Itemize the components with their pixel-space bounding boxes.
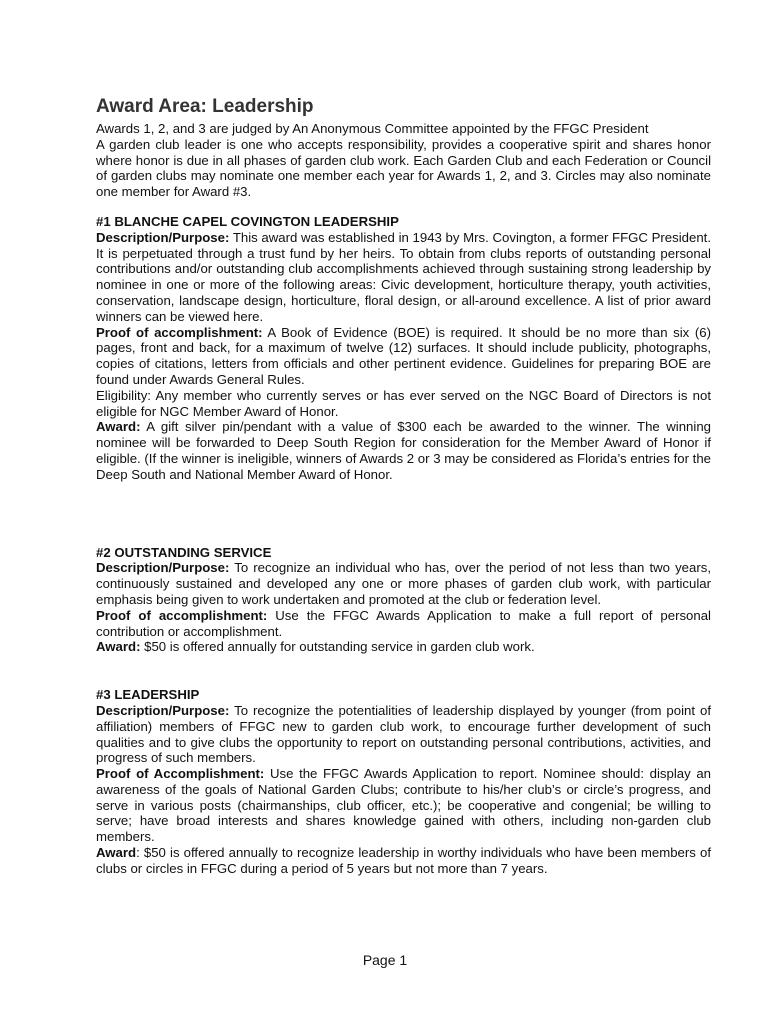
description-text: This award was established in 1943 by Mrs. Covington, a former FFGC President. It is perpetuated through a trust fund by her heirs. To obtain from clubs reports of outstanding personal contributions and/or outstanding club accomplishments achieved through sustaining strong leadership by nominee in one or more of the following areas: Civic development, horticulture therapy, youth activities, conservation, landscape design, horticulture, floral design, or all-around excellence. A list of prior award winners can be viewed here. bbox=[96, 229, 711, 324]
proof-text: A Book of Evidence (BOE) is required. It should be no more than six (6) pages, front and back, for a maximum of twelve (12) surfaces. It should include publicity, photographs, copies of citations, letters from officials and other pertinent evidence. Guidelines for preparing BOE are found under Awards General Rules. bbox=[96, 324, 711, 387]
intro-description: A garden club leader is one who accepts responsibility, provides a cooperative spirit and shares honor where honor is due in all phases of garden club work. Each Garden Club and each Federation or Council of garden clubs may nominate one member each year for Awards 1, 2, and 3. Circles may also nominate one member for Award #3. bbox=[96, 136, 711, 200]
award-label: Award: bbox=[96, 419, 141, 435]
award-label: Award bbox=[96, 845, 137, 861]
description-label: Description/Purpose: bbox=[96, 229, 230, 245]
description-text: To recognize the potentialities of leadership displayed by younger (from point of affiliation) members of FFGC new to garden club work, to encourage further development of such qualities and to give clubs the opportunity to report on outstanding personal contributions, activities, and progress of such members. bbox=[96, 702, 711, 766]
award-1-description bbox=[96, 230, 711, 325]
award-text: : $50 is offered annually to recognize leadership in worthy individuals who have been members of clubs or circles in FFGC during a period of 5 years but not more than 7 years. bbox=[96, 845, 711, 876]
award-3-award bbox=[96, 845, 711, 877]
page-number: Page 1 bbox=[362, 952, 408, 968]
award-1-eligibility: Eligibility: Any member who currently serves or has ever served on the NGC Board of Directors is not eligible for NGC Member Award of Honor. bbox=[96, 387, 711, 419]
description-label: Description/Purpose: bbox=[96, 560, 230, 576]
document-page bbox=[96, 96, 711, 877]
award-2-section bbox=[96, 545, 711, 656]
award-label: Award: bbox=[96, 639, 141, 655]
proof-text: Use the FFGC Awards Application to make a full report of personal contribution or accomplishment. bbox=[96, 607, 711, 639]
award-3-proof bbox=[96, 766, 711, 845]
description-label: Description/Purpose: bbox=[96, 702, 230, 718]
award-3-section bbox=[96, 687, 711, 877]
award-2-proof bbox=[96, 608, 711, 640]
award-2-award bbox=[96, 639, 711, 655]
proof-label: Proof of Accomplishment: bbox=[96, 766, 265, 782]
award-text: $50 is offered annually for outstanding service in garden club work. bbox=[140, 639, 535, 655]
award-3-heading: #3 LEADERSHIP bbox=[96, 687, 200, 703]
proof-label: Proof of accomplishment: bbox=[96, 607, 268, 623]
award-1-award bbox=[96, 419, 711, 482]
award-2-heading: #2 OUTSTANDING SERVICE bbox=[96, 544, 272, 560]
award-3-description bbox=[96, 703, 711, 766]
award-1-proof bbox=[96, 325, 711, 388]
proof-label: Proof of accomplishment: bbox=[96, 324, 263, 340]
description-text: To recognize an individual who has, over the period of not less than two years, continuously sustained and developed any one or more phases of garden club work, with particular emphasis being given to work undertaken and promoted at the club or federation level. bbox=[96, 560, 711, 607]
award-1-heading: #1 BLANCHE CAPEL COVINGTON LEADERSHIP bbox=[96, 213, 399, 229]
proof-text: Use the FFGC Awards Application to report. Nominee should: display an awareness of the goals of National Garden Clubs; contribute to his/her club’s or circle’s progress, and serve in various posts (chairmanships, club officer, etc.); be cooperative and congenial; be willing to serve; have broad interests and shares knowledge gained with others, including non-garden club members. bbox=[96, 766, 711, 845]
page-title: Award Area: Leadership bbox=[96, 96, 314, 117]
award-1-section bbox=[96, 214, 711, 483]
award-2-description bbox=[96, 560, 711, 607]
intro-judging: Awards 1, 2, and 3 are judged by An Anonymous Committee appointed by the FFGC President bbox=[96, 121, 649, 136]
award-text: A gift silver pin/pendant with a value of $300 each be awarded to the winner. The winning nominee will be forwarded to Deep South Region for consideration for the Member Award of Honor if eligible. (If the winner is ineligible, winners of Awards 2 or 3 may be considered as Florida’s entries for the Deep South and National Member Award of Honor. bbox=[96, 419, 711, 482]
